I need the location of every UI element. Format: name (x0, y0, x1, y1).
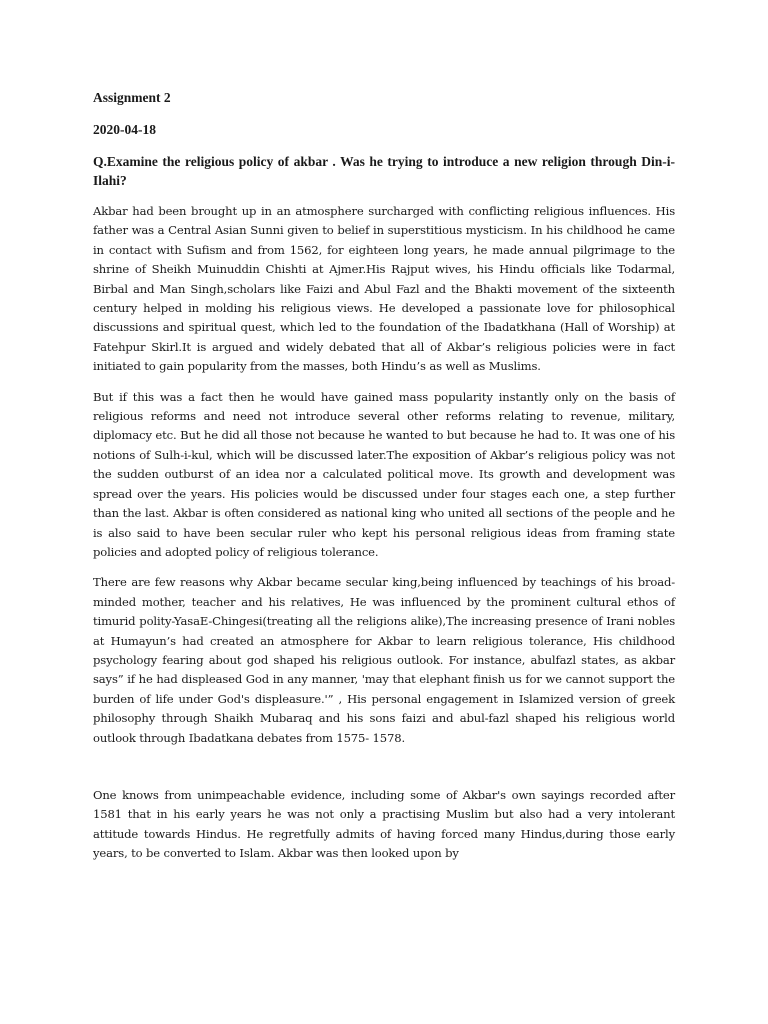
paragraph-3: There are few reasons why Akbar became secular king,being influenced by teachings of his broad-minded mother, teacher and his relatives, He was influenced by the prominent cultural ethos of timurid polity-YasaE-Chingesi(treating all the religions alike),The increasing presence of Irani nobles at Humayun’s had created an atmosphere for Akbar to learn religious tolerance, His childhood psychology fearing about god shaped his religious outlook. For instance, abulfazl states, as akbar says” if he had displeased God in any manner, 'may that elephant finish us for we cannot support the burden of life under God's displeasure.'” , His personal engagement in Islamized version of greek philosophy through Shaikh Mubaraq and his sons faizi and abul-fazl shaped his religious world outlook through Ibadatkana debates from 1575- 1578. (93, 575, 675, 745)
assignment-title: Assignment 2 (93, 90, 171, 105)
question-heading: Q.Examine the religious policy of akbar . Was he trying to introduce a new religion through Din-i-Ilahi? (93, 154, 675, 188)
paragraph-1: Akbar had been brought up in an atmosphere surcharged with conflicting religious influences. His father was a Central Asian Sunni given to belief in superstitious mysticism. In his childhood he came in contact with Sufism and from 1562, for eighteen long years, he made annual pilgrimage to the shrine of Sheikh Muinuddin Chishti at Ajmer.His Rajput wives, his Hindu officials like Todarmal, Birbal and Man Singh,scholars like Faizi and Abul Fazl and the Bhakti movement of the sixteenth century helped in molding his religious views. He developed a passionate love for philosophical discussions and spiritual quest, which led to the foundation of the Ibadatkhana (Hall of Worship) at Fatehpur Skirl.It is argued and widely debated that all of Akbar’s religious policies were in fact initiated to gain popularity from the masses, both Hindu’s as well as Muslims. (93, 204, 675, 374)
paragraph-2: But if this was a fact then he would have gained mass popularity instantly only on the basis of religious reforms and need not introduce several other reforms relating to revenue, military, diplomacy etc. But he did all those not because he wanted to but because he had to. It was one of his notions of Sulh-i-kul, which will be discussed later.The exposition of Akbar’s religious policy was not the sudden outburst of an idea nor a calculated political move. Its growth and development was spread over the years. His policies would be discussed under four stages each one, a step further than the last. Akbar is often considered as national king who united all sections of the people and he is also said to have been secular ruler who kept his personal religious ideas from framing state policies and adopted policy of religious tolerance. (93, 389, 675, 559)
document-body (93, 88, 675, 875)
assignment-date: 2020-04-18 (93, 122, 156, 137)
paragraph-4: One knows from unimpeachable evidence, including some of Akbar's own sayings recorded after 1581 that in his early years he was not only a practising Muslim but also had a very intolerant attitude towards Hindus. He regretfully admits of having forced many Hindus,during those early years, to be converted to Islam. Akbar was then looked upon by (93, 787, 675, 861)
